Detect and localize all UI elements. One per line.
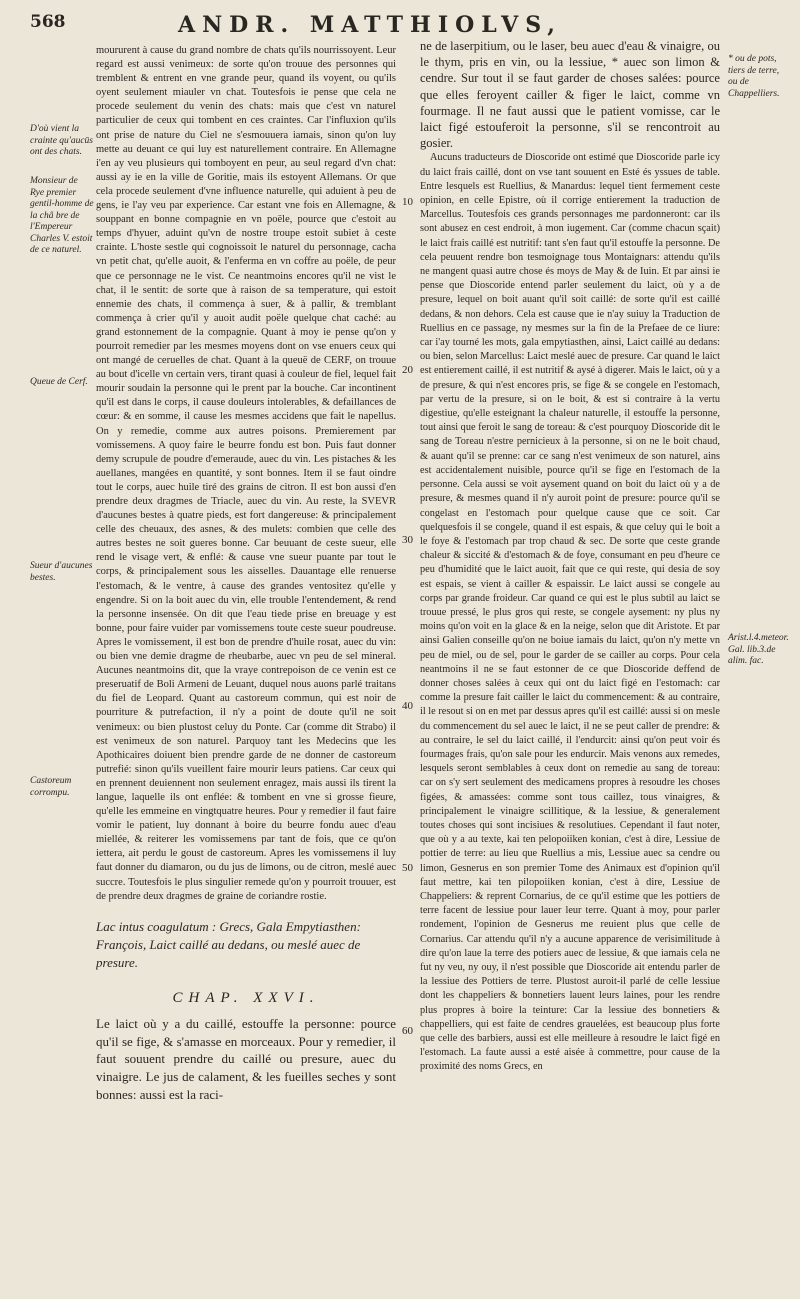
- latin-title: Lac intus coagulatum : Grecs, Gala Empytiasthen:: [96, 918, 361, 934]
- running-title: ANDR. MATTHIOLVS,: [178, 12, 562, 38]
- page-number: 568: [30, 12, 66, 32]
- margin-note-queue-de-cerf: Queue de Cerf.: [30, 377, 88, 387]
- line-number: 50: [402, 862, 413, 874]
- left-column: [96, 44, 396, 1234]
- margin-note-lessiue-variant: * ou de pots, tiers de terre, ou de Chappelliers.: [728, 54, 780, 99]
- margin-note-cat-fear: D'où vient la crainte qu'aucūs ont des chats.: [30, 124, 93, 157]
- right-column: [420, 38, 720, 1273]
- line-number: 20: [402, 364, 413, 376]
- body-paragraph: ne de laserpitium, ou le laser, beu auec d'eau & vinaigre, ou le thym, pris en vin, ou la lessiue, * auec son limon & cendre. Sur tout il se faut garder de choses salées: pource que elles feroyent cailler & figer le laict, comme vn fourmage. Il ne faut aussi que le patient vomisse, car le laict figé estouferoit la personne, s'il se rencontroit au gosier.: [420, 39, 720, 151]
- margin-note-castoreum: Castoreum corrompu.: [30, 776, 72, 798]
- french-title: François, Laict caillé au dedans, ou meslé auec de presure.: [96, 936, 361, 970]
- margin-note-aristotle-galen: Arist.l.4.meteor. Gal. lib.3.de alim. fac.: [728, 633, 789, 666]
- line-number: 30: [402, 534, 413, 546]
- margin-note-monsieur-de-rye: Monsieur de Rye premier gentil-homme de la châ bre de l'Empereur Charles V. estoit de ce naturel.: [30, 176, 94, 255]
- body-paragraph: moururent à cause du grand nombre de chats qu'ils nourrissoyent. Leur regard est aussi venimeux: de sorte qu'on trouue des personnes qui tremblent & entrent en vne grande peur, quand ils voyent, ou qu'ils oyent seulement miauler vn chat. Toutesfois ie pense que cela ne procede seulement du venin des chats: mais que c'est vn naturel particulier de ceux qui tombent en ces craintes. Car l'influxion qu'ils ont prise de nature du Ciel ne s'esmouuera iamais, sinon qu'on luy mette au deuant ce qui luy est naturellement contraire. En Allemagne i'en ay veu plusieurs qui tomboyent en peur, au seul regard d'vn chat: aussi ay ie en la ville de Goritie, mais ils estoyent Allemans. Or que cela procede seulement d'vne influence naturelle, qui aduient à peu de gens, ie l'ay veu par experience. Car estant vne fois en Allemagne, & souppant en bonne compagnie en vn poële, pource que c'estoit au temps d'hyuer, aduint qu'vn de nostre troupe estoit subiet à ceste crainte. L'hoste sestle qui cognoissoit le naturel du personnage, cacha vn petit chat, qu'elle auoit, & l'enferma en vn coffre au poële, de peur que ce personnage ne le vist. Ce neantmoins encores qu'il ne vist le chat, il le sentit: de sorte que à raison de sa temperature, qui estoit ennemie des chats, il commença à suer, & à pallir, & tremblant commença à crier qu'il y auoit audit poële quelque chat caché: au grand estonnement de la compagnie. Quant à moy ie pense qu'on y pourroit remedier par les mesmes moyens dont on vse enuers ceux qui ont mangé de ceruelles de chat. Quant à la queuë de CERF, on trouue au bout d'icelle vn certain vers, tirant quasi à couleur de fiel, lequel fait mourir soudain la personne qui le prent par la bouche. Car incontinent qu'il est dans le corps, il cause douleurs intolerables, & defaillances de cœur: & en somme, il cause les mesmes accidens que fait le napellus. On y remedie, comme aux autres poisons. Premierement par vomissemens. A quoy faire le beurre fondu est bon. Puis faut donner demy scrupule de poudre d'emeraude, auec du vin. Les pistaches & les auellanes, mangées en quantité, y sont bonnes. Item il se faut oindre tout le corps, auec huile tiré des grains de citron. Il est bon aussi d'en prendre deux dragmes de Triacle, auec du vin. Au reste, la SVEVR d'aucunes bestes à quatre pieds, est fort dangereuse: & principalement celle des cheuaux, des asnes, & des mulets: combien que celle des autres bestes ne soit gueres bonne. Car beuuant de ceste sueur, elle rend le visage vert, & enflé: & cause vne sueur puante par tout le corps, & principalement sous les aisselles. Dauantage elle renuerse l'estomach, & le ventre, à cause des grandes ventositez qu'elle y engendre. Si on la boit auec du vin, elle trouble l'entendement, & rend la personne insensée. On dit que l'eau tiede prise en breuage y est bonne, pour faire vuider par vomissemens toute ceste sueur poudreuse. Apres le vomissement, il est bon de prendre d'huile rosat, auec du vin: ou bien vne demie dragme de rheubarbe, auec vn peu de sel mineral. Aucunes neantmoins dit, que la vraye contrepoison de ce venin est ce preseruatif de Boli Armeni de Leuant, duquel nous auons parlé traitans du fiel de Leopard. Quant au castoreum commun, qui est noir de pourriture & putrefaction, il n'y a point de doute qu'il ne soit venimeux: ou bien plustost celuy du Ponte. Car (comme dit Strabo) il est venimeux de son naturel. Parquoy tant les Medecins que les Apothicaires doiuent bien prendre garde de ne donner de castoreum putrefié: sinon qu'ils vueillent faire mourir leurs patiens. Car ceux qui en prennent deuiennent non seulement enragez, mais aussi ils tirent la langue, laquelle ils ont enflée: & tombent en vne si grosse fieure, qu'elle les emmeine en vingtquatre heures. Pour y remedier il faut faire vomir le patient, luy donnant à boire du beurre fondu auec d'eau miellée, & reiterer les vomissemens par tant de fois, que ce qu'on iettera, ait perdu le goust de castoreum. Apres les vomissemens il luy faut donner du diamaron, ou du jus de limons, ou de citron, meslé auec succre. Toutesfois le plus singulier remede qu'on y pourroit trouuer, est de prendre deux dragmes de graine de coriandre rostie.: [96, 45, 396, 902]
- chapter-heading: CHAP. XXVI.: [172, 989, 320, 1006]
- line-number: 60: [402, 1025, 413, 1037]
- commentary-paragraph: Aucuns traducteurs de Dioscoride ont estimé que Dioscoride parle icy du laict frais caillé, dont on vse tant souuent en Esté és yssues de table. Entre lesquels est Ruellius, & Manardus: lequel tient fermement ceste opinion, en celle Epistre, où il corrige entierement la traduction de Marcellus. Toutesfois ces grands personnages me pardonneront: car ils sont abusez en cest endroit, à mon iugement. Car (comme chacun sçait) le laict frais caillé est nutritif: tant s'en faut qu'il estouffe la personne. De cela peuuent rendre bon tesmoignage tous Montaignars: attendu qu'ils ne mangent quasi autre chose és moys de May & de Iuin. Et par ainsi ie pense que Dioscoride entend parler seulement du laict, où y a de presure, lequel on boit auant qu'il soit caillé: de sorte qu'il est caillé dedans, & non dehors. Cela est cause que ie n'ay suiuy la Traduction de Ruellius en ce passage, ny mesmes sur la fin de la Prefaee de ce liure: car i'ay tourné les mots, gala empytiasthen, ainsi, Laict caillé au dedans: ou bien, selon Marcellus: Laict meslé auec de presure. Car quand le laict est entierement caillé, il est nutritif & aysé à digerer. Mais le laict, où y a de presure, & qui n'est encores pris, se fige & se congele en l'estomach, par vertu de la presure, si on le boit, & est si contraire à la vertu digestiue, qu'elle esteignant la chaleur naturelle, il estouffe la personne, tout ainsi que feroit le sang de toreau: & c'est pourquoy Dioscoride dit le sang de Toreau n'estre pernicieux à la personne, si on ne le boit chaud, & auant qu'il se prenne: car ce sang n'est venimeux de son naturel, ains est accidentalement nuisible, pource qu'il se fige en l'estomach de la personne. Cela aussi se voit aysement quand on boit du laict où y a de presure, & mesmes quand il n'y auroit point de presure: pource qu'il se congelast en l'estomach pour quelque cause que ce soit. Car quelquesfois il se congele, quand il est espais, & que celuy qui le boit a le foye & l'estomach par trop chaud & sec. De sorte que ceste grande chaleur & siccité & d'estomach & de foye, consumant en peu d'heure ce peu d'humidité que le laict auoit, fait que ce qui reste, qui desia de soy est espais, se vient à cailler & espaissir. Le laict aussi se congele au corps par grande froideur. Car quand ce qui est le plus subtil au laict se trouue pressé, le plus gros qui reste, se congele aysement: ny plus ny moins qu'on voit en la glace & en la neige, selon que dit Aristote. Et par ainsi Galien conseille qu'on ne boiue iamais du laict, qu'on n'y mette vn peu de miel, ou de sel, pour le garder de se cailler au corps. Pour cela neantmoins il ne se faut estonner de ce que Dioscoride deffend de donner choses salées à ceux qui ont du laict figé en l'estomach: car comme la presure fait cailler le laict du commencement: & au contraire, il le resout si on en met par dessus apres qu'il est caillé: aussi si on mesle du commencement du sel auec le laict, il ne se peut caller de prendre: & au contraire, le sel du laict caillé, il l'endurcit: ainsi qu'on peut voir és fourmages frais, qu'on sale pour les endurcir. Mais venons aux remedes, lesquels seront semblables à ceux dont on remedie au sang de toreau: car on s'y sert seulement des medicamens propres à resoudre les choses figées, & amassées: comme sont tous caillez, tous vinaigres, & principalement le vinaigre scillitique, & la lessiue, & generalement toutes choses qui sont incisiues & resolutiues. Cependant il faut noter, que où y a au texte, kai ten pelopoiiken konian, c'est à dire, Lessiue de pottier de terre: au lieu que Ruellius a mis, Lessiue auec sa cendre ou limon, Gesnerus en son premier Tome des Animaux est d'opinion qu'il faut mettre, kai ten pilopoiiken konian, c'est à dire, Lessiue de Chappeliers: & reprent Cornarius, de ce qu'il estime que les pottiers de terre facent de lessiue pour lauer leur terre. Quant à moy, pour parler rondement, l'opinion de Gesnerus me reuient plus que celle de Cornarius. Car attendu qu'il n'y a aucune apparence de verisimilitude à dire qu'on laue la terre des potiers auec de lessiue, & que iamais cela ne fut ny veu, ny ouy, il n'est possible que Dioscoride ait entendu parler de la lessiue des Pottiers de terre. Plustost auroit-il parlé de celle lessiue dont les chappeliers & bonnetiers lauent leurs laines, pour les rendre plus propres à boire la teinture: Car la lessiue des bonnetiers & chappelliers, qui est faite de cendres grauelées, est beaucoup plus forte que celle des barbiers, aussi est elle meilleure à resoudre le laict figé en l'estomach. La faute aussi a esté aisée à commettre, pour cause de la proximité des noms Grecs, en: [420, 152, 720, 1073]
- line-number: 10: [402, 196, 413, 208]
- margin-note-sueur-bestes: Sueur d'aucunes bestes.: [30, 561, 93, 583]
- line-number: 40: [402, 700, 413, 712]
- chapter-text: Le laict où y a du caillé, estouffe la personne: pource qu'il se fige, & s'amasse en morceaux. Pour y remedier, il faut souuent prendre du caillé ou presure, auec du vinaigre. Le jus de calament, & les fueilles seches y sont bonnes: aussi est la raci-: [96, 1015, 396, 1102]
